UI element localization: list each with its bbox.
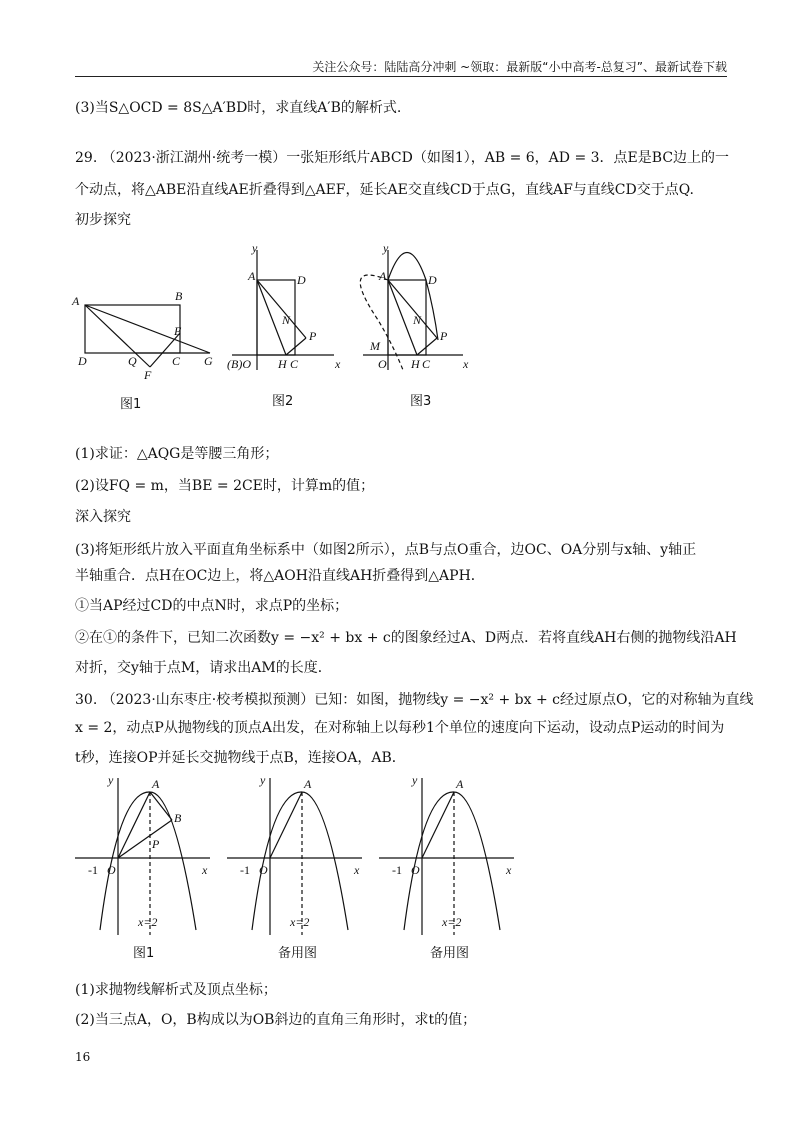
svg-text:y: y [412, 773, 418, 787]
svg-text:G: G [204, 354, 213, 368]
q29-fig2-caption: 图2 [272, 394, 294, 409]
svg-text:-1: -1 [392, 863, 402, 877]
svg-text:C: C [290, 357, 299, 371]
svg-text:A: A [304, 777, 312, 791]
q28-part3: (3)当S△OCD = 8S△A′BD时，求直线A′B的解析式. [75, 100, 402, 116]
q29-stem-1: 29. （2023·浙江湖州·统考一模）一张矩形纸片ABCD（如图1），AB = 6，AD = 3．点E是BC边上的一 [75, 150, 730, 166]
q30-fig2-caption: 备用图 [278, 946, 318, 961]
q29-figure-3 [358, 240, 478, 380]
q30-stem-3: t秒，连接OP并延长交抛物线于点B，连接OA，AB． [75, 750, 406, 766]
svg-text:O: O [378, 357, 387, 371]
q29-fig3-caption: 图3 [410, 394, 432, 409]
q29-part3-sub2: ②在①的条件下，已知二次函数y = −x² + bx + c的图象经过A、D两点．若将直线AH右侧的抛物线沿AH [75, 630, 737, 646]
svg-text:E: E [174, 324, 182, 338]
svg-text:(B)O: (B)O [227, 357, 251, 371]
svg-text:x: x [354, 863, 360, 877]
q29-part1: (1)求证：△AQG是等腰三角形； [75, 446, 279, 462]
q29-section-deep: 深入探究 [75, 509, 131, 525]
svg-text:B: B [174, 811, 182, 825]
q30-figure-3 [374, 770, 524, 940]
q29-section-initial: 初步探究 [75, 212, 131, 228]
svg-text:A: A [248, 269, 256, 283]
svg-text:D: D [428, 273, 437, 287]
q30-stem-1: 30. （2023·山东枣庄·校考模拟预测）已知：如图，抛物线y = −x² + bx + c经过原点O，它的对称轴为直线 [75, 692, 754, 708]
q30-fig3-caption: 备用图 [430, 946, 470, 961]
svg-text:M: M [370, 339, 380, 353]
page-number: 16 [75, 1050, 91, 1064]
svg-text:Q: Q [128, 354, 137, 368]
svg-text:x: x [506, 863, 512, 877]
svg-text:y: y [260, 773, 266, 787]
svg-text:H: H [411, 357, 420, 371]
q30-figure-2 [222, 770, 372, 940]
q30-part1: (1)求抛物线解析式及顶点坐标； [75, 982, 277, 998]
svg-text:y: y [108, 773, 114, 787]
page-header: 关注公众号：陆陆高分冲刺 ~领取：最新版“小中高考-总复习”、最新试卷下载 [75, 58, 727, 77]
svg-text:D: D [297, 273, 306, 287]
svg-text:P: P [152, 837, 160, 851]
q30-figure-1 [70, 770, 220, 940]
q30-stem-2: x = 2，动点P从抛物线的顶点A出发，在对称轴上以每秒1个单位的速度向下运动，设动点P运动的时间为 [75, 720, 725, 736]
svg-text:x: x [202, 863, 208, 877]
svg-text:x=2: x=2 [138, 915, 158, 929]
q29-figure-2 [222, 240, 352, 380]
svg-text:y: y [383, 241, 389, 255]
svg-text:N: N [413, 313, 422, 327]
q30-fig1-caption: 图1 [133, 946, 155, 961]
q29-stem-2: 个动点，将△ABE沿直线AE折叠得到△AEF，延长AE交直线CD于点G，直线AF与直线CD交于点Q. [75, 182, 694, 198]
q29-part3-line1: (3)将矩形纸片放入平面直角坐标系中（如图2所示），点B与点O重合，边OC、OA分别与x轴、y轴正 [75, 542, 697, 558]
q29-part3-sub2-cont: 对折，交y轴于点M，请求出AM的长度． [75, 660, 332, 676]
svg-text:x: x [463, 357, 469, 371]
svg-text:O: O [107, 863, 116, 877]
svg-text:C: C [172, 354, 181, 368]
svg-text:P: P [309, 329, 317, 343]
q29-part2: (2)设FQ = m，当BE = 2CE时，计算m的值； [75, 478, 375, 494]
svg-text:C: C [422, 357, 431, 371]
svg-text:x=2: x=2 [442, 915, 462, 929]
svg-text:B: B [175, 289, 183, 303]
q29-part3-sub1: ①当AP经过CD的中点N时，求点P的坐标； [75, 598, 349, 614]
svg-text:O: O [259, 863, 268, 877]
svg-text:-1: -1 [88, 863, 98, 877]
svg-text:A: A [72, 294, 80, 308]
svg-text:P: P [440, 329, 448, 343]
svg-text:H: H [278, 357, 287, 371]
svg-text:-1: -1 [240, 863, 250, 877]
svg-text:O: O [411, 863, 420, 877]
svg-text:F: F [144, 368, 152, 380]
svg-text:A: A [152, 777, 160, 791]
q29-part3-line2: 半轴重合．点H在OC边上，将△AOH沿直线AH折叠得到△APH． [75, 568, 485, 584]
svg-text:D: D [78, 354, 87, 368]
svg-text:A: A [379, 269, 387, 283]
svg-text:x: x [335, 357, 341, 371]
svg-text:y: y [252, 241, 258, 255]
svg-text:N: N [282, 313, 291, 327]
svg-text:x=2: x=2 [290, 915, 310, 929]
q30-part2: (2)当三点A，O，B构成以为OB斜边的直角三角形时，求t的值； [75, 1012, 477, 1028]
q29-figure-1 [70, 285, 220, 380]
svg-text:A: A [456, 777, 464, 791]
q29-fig1-caption: 图1 [120, 397, 142, 412]
